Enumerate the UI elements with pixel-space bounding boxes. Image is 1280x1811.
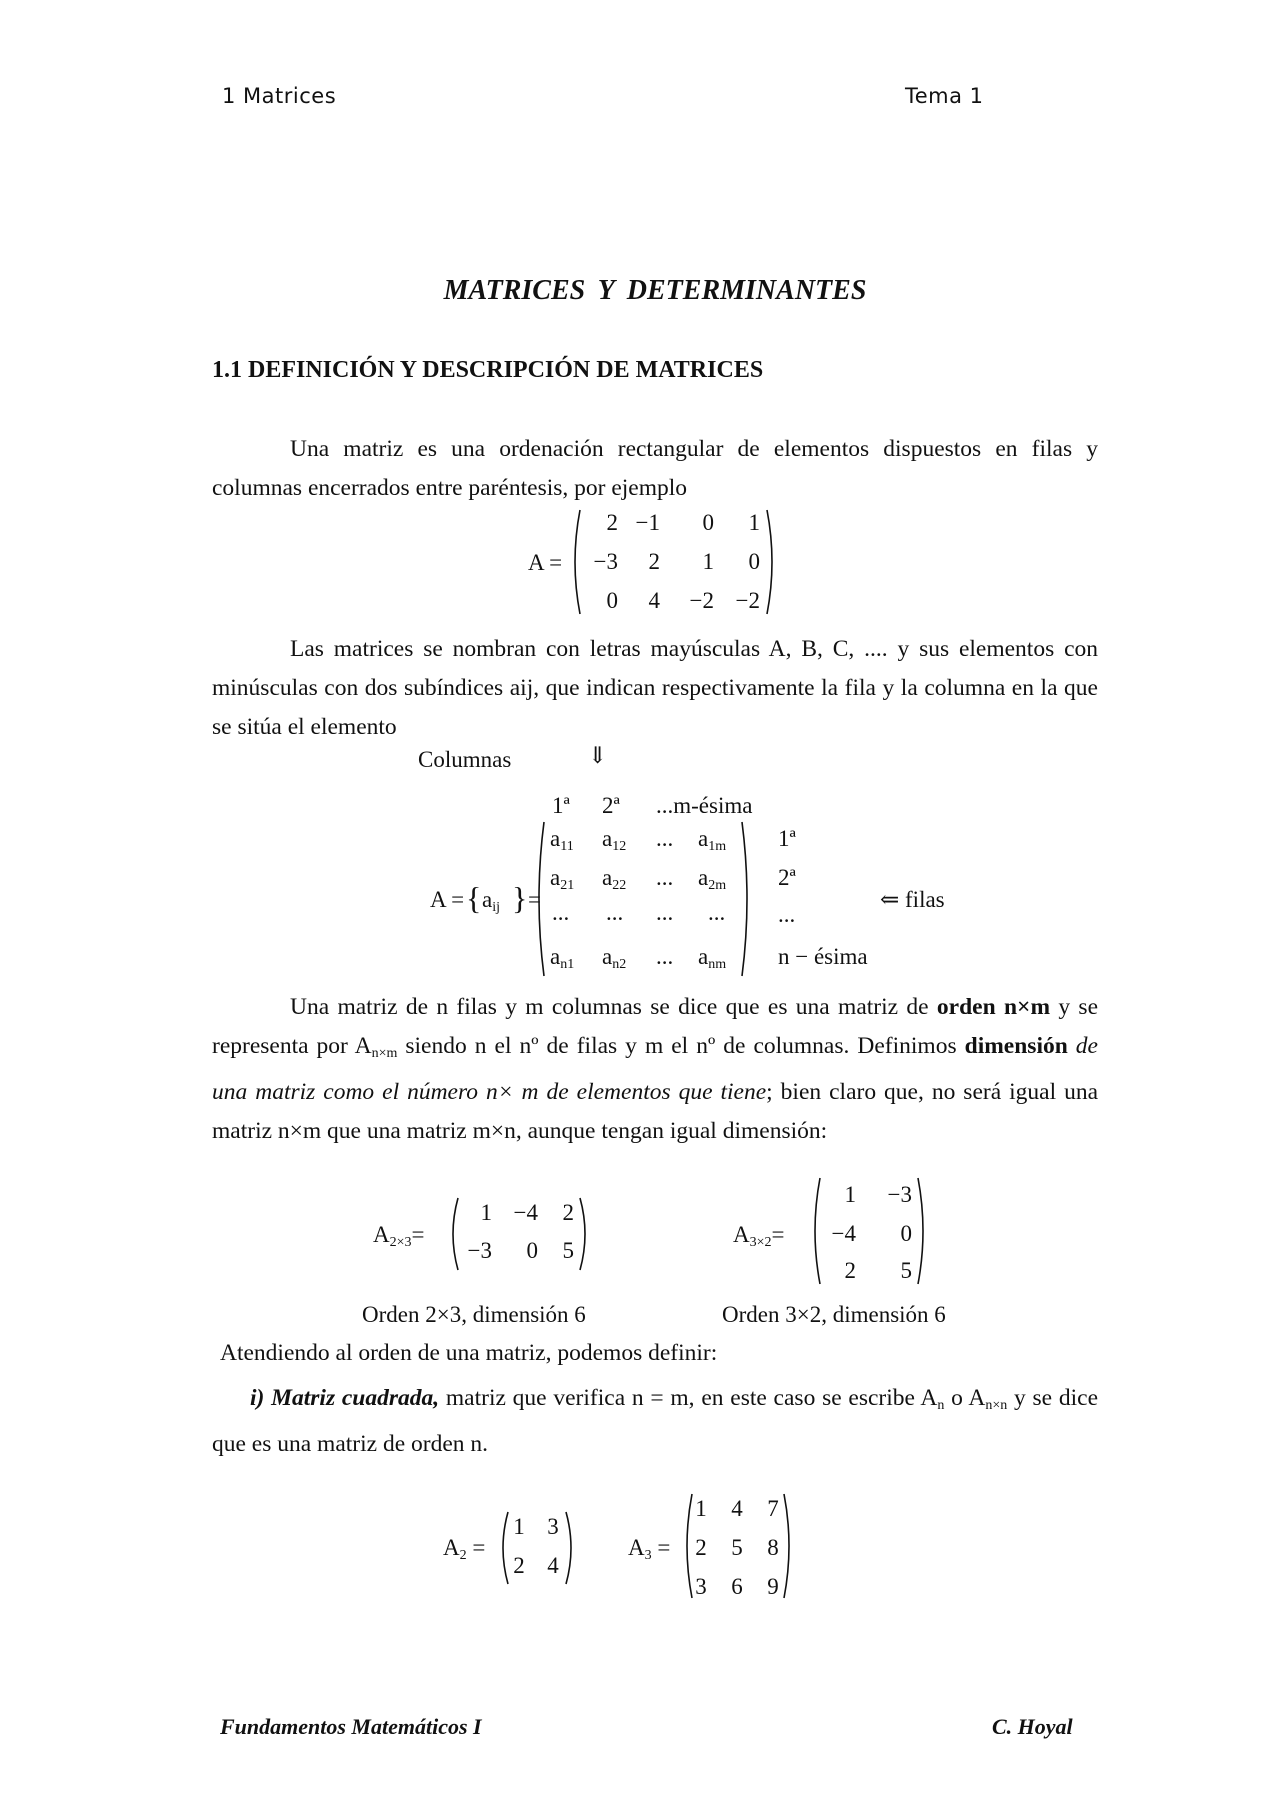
matrix-cell: 2 [844,1258,856,1283]
cell-sub: n1 [560,957,575,972]
cell-base: ... [656,944,674,969]
cell-base: a [550,944,561,969]
matrix-cell: 3 [695,1574,707,1599]
right-paren [916,1176,930,1286]
text-run: siendo n el nº de filas y m el nº de columnas. Definimos [397,1033,965,1059]
matrix-cell: 0 [748,549,760,574]
matrix-cell: 4 [547,1553,559,1578]
cell-base: a [698,826,709,851]
bold-term: dimensión [964,1033,1068,1059]
matrix-label [443,1535,485,1564]
right-paren [564,1510,578,1586]
label-eq: = [657,1535,671,1560]
matrix-cell: −2 [735,588,760,613]
matrix-cell: −4 [831,1221,856,1246]
matrix-cell: 2 [562,1200,574,1225]
matrix-cell: 0 [900,1221,912,1246]
text-run: o A [944,1385,986,1411]
matrix-label [628,1535,670,1564]
matrix-cell [602,826,626,855]
matrix-cell: 2 [513,1553,525,1578]
header-chapter: 1 Matrices [222,84,337,108]
italic-definition: de una matriz como el número n× m de elementos que tiene [212,1033,1098,1105]
matrix-cell: −3 [467,1238,492,1263]
matrix-cell [656,826,673,852]
matrix-cell [656,944,673,970]
paragraph-intro-types: Atendiendo al orden de una matriz, podemos definir: [220,1340,718,1366]
label-a: A [443,1535,460,1560]
matrix-cell: 1 [513,1514,525,1539]
matrix-cell: −4 [513,1200,538,1225]
paragraph-order-dimension [212,988,1098,1151]
matrix-cell [698,826,726,855]
matrix-cell: 5 [731,1535,743,1560]
left-brace: { [466,880,482,916]
text-run: ; bien claro que, no será igual una matriz n×m que una matriz m×n, aunque tengan igual dimensión: [212,1079,1098,1144]
label-eq: = [771,1222,785,1247]
cell-base: a [550,826,561,851]
matrix-cell: 3 [547,1514,559,1539]
cell-sub: n2 [612,957,627,972]
bold-term: orden n×m [936,994,1051,1020]
cell-sub: 12 [612,839,627,854]
matrix-cell: 1 [702,549,714,574]
matrix-cell: 0 [702,510,714,535]
column-header: 1ª [552,793,570,818]
cell-base: a [550,865,561,890]
matrix-cell: 8 [767,1535,779,1560]
right-brace: } [512,880,528,916]
matrix-cell: 2 [695,1535,707,1560]
text-run: y se dice que es una matriz de orden n. [212,1385,1098,1457]
matrix-cell: 1 [695,1496,707,1521]
matrix-caption: Orden 3×2, dimensión 6 [722,1302,946,1327]
cell-sub: 2m [708,878,727,893]
matrix-cell: 1 [844,1182,856,1207]
matrix-cell: 6 [731,1574,743,1599]
paragraph-notation [212,630,1098,747]
matrix-cell: −3 [593,549,618,574]
matrix-cell: 0 [606,588,618,613]
cell-base: a [698,944,709,969]
matrix-label [373,1222,425,1251]
matrix-cell: 5 [900,1258,912,1283]
label-sub: 3 [644,1548,652,1563]
subscript: n×m [371,1046,398,1061]
right-paren [578,1196,592,1272]
label-eq: = [472,1535,486,1560]
label-sub: 2 [459,1548,467,1563]
element-symbol [482,887,500,916]
term-square-matrix: i) Matriz cuadrada, [250,1385,440,1411]
cell-base: a [698,865,709,890]
cell-sub: 1m [708,839,727,854]
matrix-label: A = [430,887,465,912]
paragraph-definition: Una matriz es una ordenación rectangular de elementos dispuestos en filas y columnas encerrados entre paréntesis, por ejemplo [212,436,1098,501]
subscript: n [937,1398,945,1413]
matrix-label: A = [528,550,563,575]
matrix-cell: 4 [731,1496,743,1521]
label-a: A [628,1535,645,1560]
matrix-cell: −2 [689,588,714,613]
columnas-label: Columnas [418,747,512,772]
paragraph-notation-text: Las matrices se nombran con letras mayúsculas A, B, C, .... y sus elementos con minúsculas con dos subíndices aij, que indican respectivamente la fila y la columna en la que se sitúa el elemento [212,636,1098,740]
matrix-cell: 7 [767,1496,779,1521]
matrix-cell: 4 [648,588,660,613]
cell-sub: nm [708,957,727,972]
matrix-cell [698,865,726,894]
label-a: A [733,1222,750,1247]
right-paren [765,508,779,616]
label-sub: 3×2 [749,1235,772,1250]
cell-base: ... [656,826,674,851]
matrix-label [733,1222,785,1251]
element-subscript: ij [492,900,500,915]
text-run: Una matriz de n filas y m columnas se dice que es una matriz de [290,994,937,1020]
cell-sub: 22 [612,878,627,893]
matrix-caption: Orden 2×3, dimensión 6 [362,1302,586,1327]
column-header: ...m-ésima [656,793,753,818]
matrix-cell: ... [552,900,570,925]
matrix-cell: 9 [767,1574,779,1599]
matrix-cell: −3 [887,1182,912,1207]
cell-base: a [602,826,613,851]
equals-sign: = [528,887,541,912]
matrix-cell: 1 [748,510,760,535]
header-topic: Tema 1 [905,84,984,108]
matrix-cell: 5 [562,1238,574,1263]
paragraph-square-matrix [212,1379,1098,1464]
subscript: n×n [985,1398,1008,1413]
text-run: y se representa por A [212,994,1099,1059]
right-paren [740,820,754,978]
cell-base: ... [656,865,674,890]
matrix-cell: ... [656,900,674,925]
label-eq: = [411,1222,425,1247]
column-header: 2ª [602,793,620,818]
matrix-cell [550,865,574,894]
cell-sub: 21 [560,878,575,893]
matrix-cell [656,865,673,891]
label-sub: 2×3 [389,1235,412,1250]
row-label: 1ª [778,826,796,851]
matrix-cell: ... [708,900,726,925]
cell-sub: 11 [560,839,574,854]
section-heading: 1.1 DEFINICIÓN Y DESCRIPCIÓN DE MATRICES [212,357,764,383]
left-paren [532,820,546,978]
matrix-cell: ... [606,900,624,925]
arrow-down-icon: ⇓ [588,743,608,768]
cell-base: a [602,865,613,890]
row-label: ... [778,902,796,927]
filas-label: ⇐ filas [880,887,945,912]
page-title: MATRICES Y DETERMINANTES [443,275,867,306]
row-label: 2ª [778,865,796,890]
footer-course: Fundamentos Matemáticos I [220,1714,482,1739]
matrix-cell [602,944,626,973]
matrix-cell [550,826,574,855]
matrix-cell: 1 [480,1200,492,1225]
matrix-cell: 0 [526,1238,538,1263]
row-label: n − ésima [778,944,868,969]
label-a: A [373,1222,390,1247]
element-a: a [482,887,493,912]
matrix-cell: −1 [635,510,660,535]
matrix-cell: 2 [648,549,660,574]
matrix-cell [550,944,574,973]
text-run: matriz que verifica n = m, en este caso se escribe A [439,1385,938,1411]
matrix-cell [602,865,626,894]
footer-author: C. Hoyal [992,1714,1073,1739]
cell-base: a [602,944,613,969]
matrix-cell [698,944,726,973]
matrix-cell: 2 [606,510,618,535]
